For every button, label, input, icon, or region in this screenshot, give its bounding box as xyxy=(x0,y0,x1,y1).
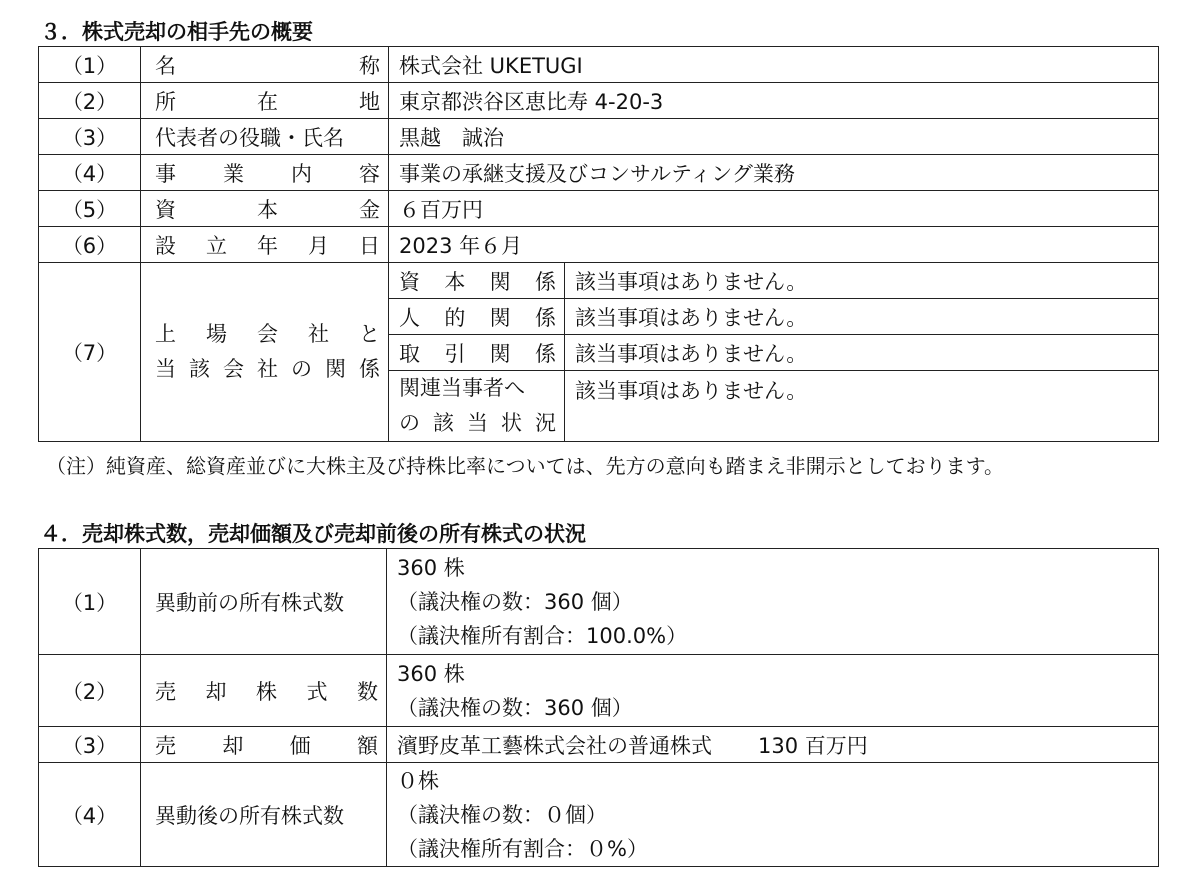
row-label xyxy=(141,263,389,442)
label-char: 上 xyxy=(155,322,176,346)
label-char: と xyxy=(359,322,380,346)
label-char: 業 xyxy=(223,161,244,186)
value-line: （議決権所有割合：０%） xyxy=(397,836,648,861)
row-number: （1） xyxy=(39,47,141,83)
value-line: （議決権の数：360 個） xyxy=(397,589,633,614)
label-char: 社 xyxy=(257,357,278,381)
row-value: 2023 年６月 xyxy=(389,227,1159,263)
relationship-label-line2 xyxy=(155,352,388,387)
label-char: 該 xyxy=(433,411,454,435)
relation-label-text xyxy=(399,338,564,368)
value-line: 360 株 xyxy=(397,555,465,580)
label-char: 資 xyxy=(399,269,420,294)
relation-label-line1: 関連当事者へ xyxy=(399,376,525,400)
label-char: 該 xyxy=(189,357,210,381)
relation-label-text xyxy=(399,371,564,441)
label-char: 係 xyxy=(534,269,556,294)
label-char: 本 xyxy=(257,197,278,222)
label-char: 在 xyxy=(257,89,278,114)
relation-label-text xyxy=(399,266,564,296)
row-value xyxy=(387,727,1159,763)
label-char: 本 xyxy=(444,269,466,294)
label-char: 売 xyxy=(155,733,176,758)
table-row xyxy=(39,191,1159,227)
relation-label xyxy=(389,371,565,442)
label-char: 場 xyxy=(206,322,227,346)
row-value xyxy=(387,763,1159,867)
label-char: 名 xyxy=(155,53,176,78)
label-char: 社 xyxy=(308,322,329,346)
label-char: 却 xyxy=(222,733,244,758)
row-label xyxy=(141,155,389,191)
table-row xyxy=(39,549,1159,655)
row-label xyxy=(141,763,387,867)
relation-label xyxy=(389,263,565,299)
label-char: 売 xyxy=(155,679,176,704)
row-label-text xyxy=(155,50,388,80)
relationship-label-line1 xyxy=(155,317,388,352)
row-label-text xyxy=(155,194,388,224)
label-char: 地 xyxy=(359,89,380,114)
label-char: 月 xyxy=(308,233,329,258)
label-char: 当 xyxy=(155,357,176,381)
row-value: 株式会社 UKETUGI xyxy=(389,47,1159,83)
value-line: （議決権の数：360 個） xyxy=(397,695,633,720)
label-char: 株 xyxy=(256,679,277,704)
table-note: （注）純資産、総資産並びに大株主及び持株比率については、先方の意向も踏まえ非開示としております。 xyxy=(46,454,1004,478)
label-char: 状 xyxy=(501,411,522,435)
label-char: 称 xyxy=(359,53,380,78)
label-char: 設 xyxy=(155,233,176,258)
value-line: （議決権の数：０個） xyxy=(397,802,607,827)
label-char: 日 xyxy=(359,233,380,258)
row-label-text xyxy=(155,587,386,617)
value-line: （議決権所有割合：100.0%） xyxy=(397,623,688,648)
row-number: （7） xyxy=(39,263,141,442)
table-row xyxy=(39,227,1159,263)
table-row xyxy=(39,655,1159,727)
label-char: 異動前の所有株式数 xyxy=(155,590,344,615)
row-label xyxy=(141,191,389,227)
row-label xyxy=(141,727,387,763)
label-char: 取 xyxy=(399,341,420,366)
row-number: （2） xyxy=(39,83,141,119)
section3-title: ３．株式売却の相手先の概要 xyxy=(40,20,313,44)
relationship-label xyxy=(155,317,388,387)
label-char: 関 xyxy=(489,341,511,366)
table-row xyxy=(39,727,1159,763)
row-number: （2） xyxy=(39,655,141,727)
label-char: 会 xyxy=(257,322,278,346)
row-label xyxy=(141,83,389,119)
row-number: （6） xyxy=(39,227,141,263)
label-char: 却 xyxy=(205,679,227,704)
label-char: の xyxy=(291,357,312,381)
row-number: （4） xyxy=(39,763,141,867)
value-line: ０株 xyxy=(397,768,439,793)
row-value: 東京都渋谷区恵比寿 4-20-3 xyxy=(389,83,1159,119)
relation-label xyxy=(389,335,565,371)
label-char: 資 xyxy=(155,197,176,222)
table-row xyxy=(39,155,1159,191)
share-status-table xyxy=(38,548,1159,867)
row-number: （3） xyxy=(39,727,141,763)
label-char: 内 xyxy=(291,161,312,186)
relation-label-text xyxy=(399,302,564,332)
row-label-text xyxy=(155,86,388,116)
row-label-text xyxy=(155,230,388,260)
label-char: 所 xyxy=(155,89,176,114)
label-char: 事 xyxy=(155,161,176,186)
row-label xyxy=(141,549,387,655)
section4-title: ４．売却株式数，売却価額及び売却前後の所有株式の状況 xyxy=(40,522,586,546)
label-char: 額 xyxy=(356,733,378,758)
label-char: 関 xyxy=(489,269,511,294)
label-char: 立 xyxy=(206,233,227,258)
label-char: 引 xyxy=(444,341,466,366)
row-number: （1） xyxy=(39,549,141,655)
row-value: 黒越 誠治 xyxy=(389,119,1159,155)
row-value xyxy=(387,549,1159,655)
row-label-text xyxy=(155,122,388,152)
row-number: （3） xyxy=(39,119,141,155)
relation-row xyxy=(39,263,1159,299)
relation-value: 該当事項はありません。 xyxy=(565,263,1159,299)
row-label xyxy=(141,47,389,83)
label-char: 況 xyxy=(535,411,556,435)
counterparty-table xyxy=(38,46,1159,442)
table-row xyxy=(39,47,1159,83)
label-char: 関 xyxy=(325,357,346,381)
row-label xyxy=(141,655,387,727)
row-label-text xyxy=(155,158,388,188)
label-char: 関 xyxy=(489,305,511,330)
relation-value: 該当事項はありません。 xyxy=(565,335,1159,371)
label-char: 代表者の役職・氏名 xyxy=(155,125,344,150)
relation-label-line2 xyxy=(399,406,564,441)
label-char: 係 xyxy=(534,341,556,366)
label-char: 年 xyxy=(257,233,278,258)
label-char: の xyxy=(399,411,420,435)
row-label-text xyxy=(155,730,386,760)
label-char: 金 xyxy=(359,197,380,222)
value-line: 360 株 xyxy=(397,661,465,686)
row-label xyxy=(141,119,389,155)
label-char: 的 xyxy=(444,305,466,330)
label-char: 異動後の所有株式数 xyxy=(155,803,344,828)
relation-value: 該当事項はありません。 xyxy=(565,371,1159,442)
label-char: 会 xyxy=(223,357,244,381)
label-char: 式 xyxy=(306,679,328,704)
label-char: 数 xyxy=(357,679,378,704)
row-number: （5） xyxy=(39,191,141,227)
row-label xyxy=(141,227,389,263)
row-value xyxy=(387,655,1159,727)
label-char: 係 xyxy=(359,357,380,381)
row-number: （4） xyxy=(39,155,141,191)
row-value: ６百万円 xyxy=(389,191,1159,227)
label-char: 当 xyxy=(467,411,488,435)
row-label-text xyxy=(155,800,386,830)
label-char: 価 xyxy=(289,733,311,758)
row-label-text xyxy=(155,676,386,706)
share-class: 濱野皮革工藝株式会社の普通株式 xyxy=(397,733,712,758)
table-row xyxy=(39,763,1159,867)
relation-label xyxy=(389,299,565,335)
row-value: 事業の承継支援及びコンサルティング業務 xyxy=(389,155,1159,191)
relation-value: 該当事項はありません。 xyxy=(565,299,1159,335)
label-char: 容 xyxy=(359,161,380,186)
label-char: 人 xyxy=(399,305,420,330)
table-row xyxy=(39,119,1159,155)
label-char: 係 xyxy=(534,305,556,330)
table-row xyxy=(39,83,1159,119)
sale-price: 130 百万円 xyxy=(758,733,868,758)
